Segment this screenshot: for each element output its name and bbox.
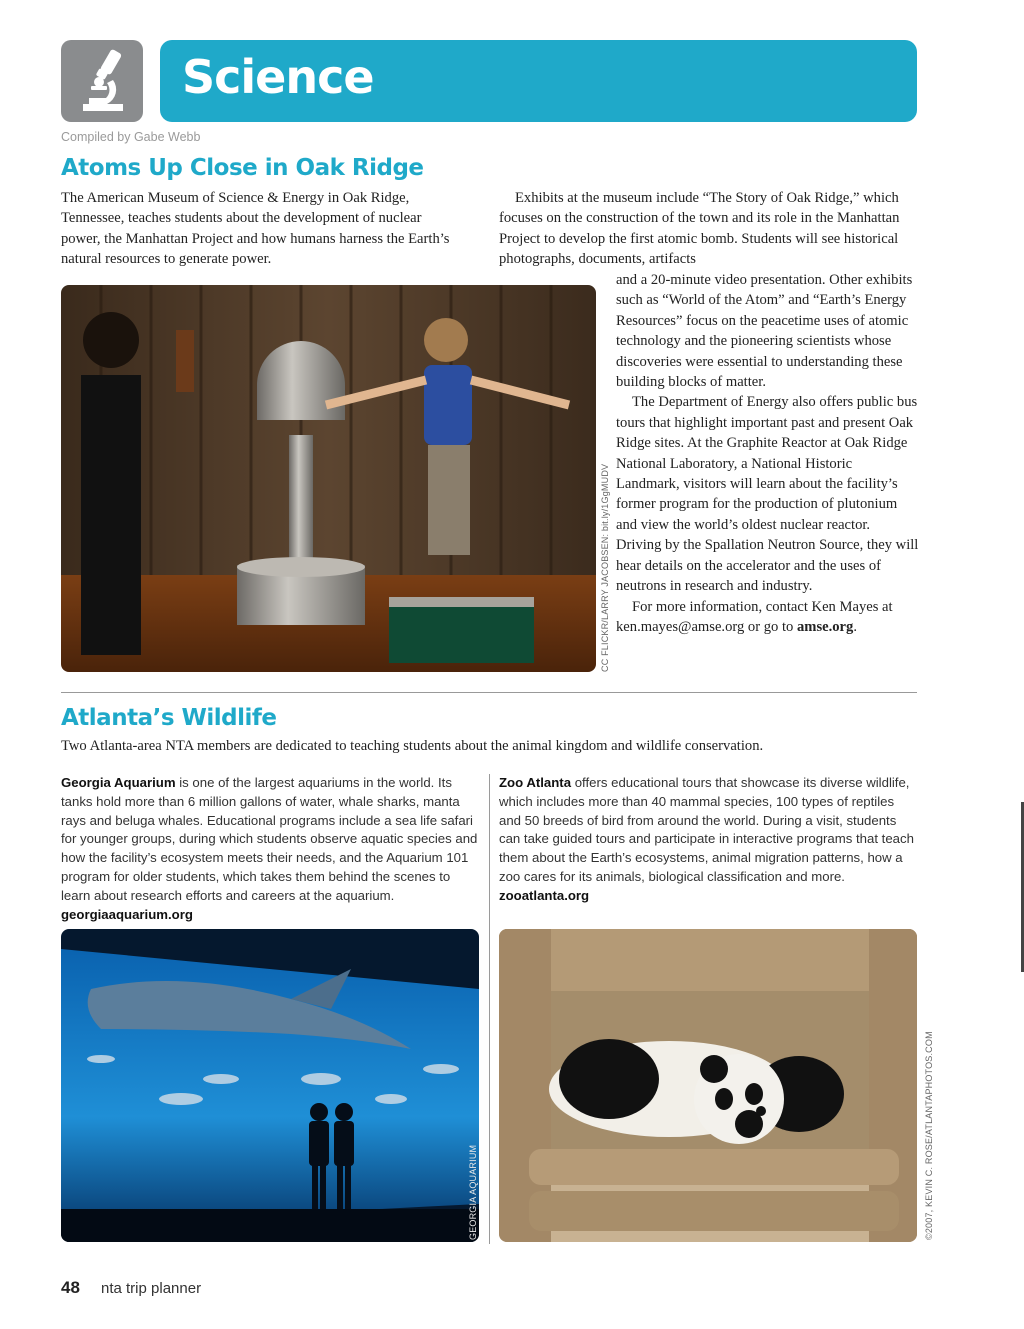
section-title: Science: [182, 50, 374, 104]
zoo-paragraph: [499, 774, 917, 906]
aquarium-illustration: [61, 929, 479, 1242]
article1-paragraph-top: [499, 188, 919, 270]
museum-demo-illustration: [61, 285, 596, 672]
section-divider: [61, 692, 917, 693]
article2-intro: Two Atlanta-area NTA members are dedicated to teaching students about the animal kingdom and wildlife conservation.: [61, 738, 764, 754]
photo-credit-aquarium: GEORGIA AQUARIUM: [468, 1144, 478, 1240]
article1-p1-rest: and a 20-minute video presentation. Other exhibits such as “World of the Atom” and “Earth’s Energy Resources” focus on the peacetime uses of atomic technology and the pioneering scientists whose discoveries were essential to understanding these building blocks of matter.: [616, 272, 913, 391]
photo-panda: [499, 929, 917, 1242]
microscope-icon: [61, 40, 143, 122]
article-title-oak-ridge: Atoms Up Close in Oak Ridge: [61, 155, 424, 181]
photo-museum-demo: [61, 285, 596, 672]
photo-aquarium: [61, 929, 479, 1242]
article1-p2: The Department of Energy also offers public bus tours that highlight important past and present Oak Ridge sites. At the Graphite Reactor at Oak Ridge National Laboratory, a National Historic Landmark, visitors will learn about the facility’s former program for the production of plutonium and view the world’s oldest nuclear reactor. Driving by the Spallation Neutron Source, they will hear details on the accelerator and the uses of neutrons in research and industry.: [616, 394, 919, 595]
amse-link[interactable]: amse.org: [796, 618, 854, 635]
zoo-link[interactable]: zooatlanta.org: [499, 887, 590, 903]
page-number: 48: [61, 1278, 80, 1297]
article1-p3: For more information, contact Ken Mayes at ken.mayes@amse.org or go to amse.org.: [616, 598, 893, 635]
column-divider: [489, 774, 490, 1244]
compiled-by: Compiled by Gabe Webb: [61, 130, 201, 144]
microscope-icon-box: [61, 40, 143, 122]
photo-credit-zoo: ©2007, KEVIN C. ROSE/ATLANTAPHOTOS.COM: [924, 1031, 934, 1240]
aquarium-link[interactable]: georgiaaquarium.org: [61, 906, 193, 922]
aquarium-name: Georgia Aquarium: [61, 775, 176, 790]
zoo-text: offers educational tours that showcase its diverse wildlife, which includes more than 40 mammal species, 100 types of reptiles and 50 breeds of bird from around the world. During a visit, students can take guided tours and participate in interactive programs that teach them about the Earth’s ecosystems, animal migration patterns, how a zoo cares for its animals, biological classification and more.: [499, 775, 914, 884]
article1-intro-text: The American Museum of Science & Energy in Oak Ridge, Tennessee, teaches students about the development of nuclear power, the Manhattan Project and how humans harness the Earth’s natural resources to generate power.: [61, 190, 450, 268]
article1-p3-text: For more information, contact Ken Mayes at ken.mayes@amse.org or go to: [616, 598, 893, 635]
article1-p1-top: Exhibits at the museum include “The Story of Oak Ridge,” which focuses on the construction of the town and its role in the Manhattan Project to develop the first atomic bomb. Students will see historical photographs, documents, artifacts: [499, 190, 900, 268]
article1-intro: [61, 188, 457, 270]
section-banner: [160, 40, 917, 122]
article-title-atlanta: Atlanta’s Wildlife: [61, 705, 277, 731]
aquarium-paragraph: [61, 774, 479, 924]
photo-credit-museum: CC FLICKR/LARRY JACOBSEN: bit.ly/1GgMUDV: [600, 463, 610, 672]
aquarium-text: is one of the largest aquariums in the world. Its tanks hold more than 6 million gallons of water, whale sharks, manta rays and beluga whales. Educational programs include a sea life safari for younger groups, during which students observe aquatic species and how the facility’s ecosystem meets their needs, and the Aquarium 101 program for older students, which takes them behind the scenes to learn about research efforts and careers at the aquarium.: [61, 775, 478, 903]
publication-title: nta trip planner: [101, 1280, 202, 1297]
zoo-name: Zoo Atlanta: [499, 775, 572, 790]
article1-column: [616, 270, 919, 637]
panda-illustration: [499, 929, 917, 1242]
